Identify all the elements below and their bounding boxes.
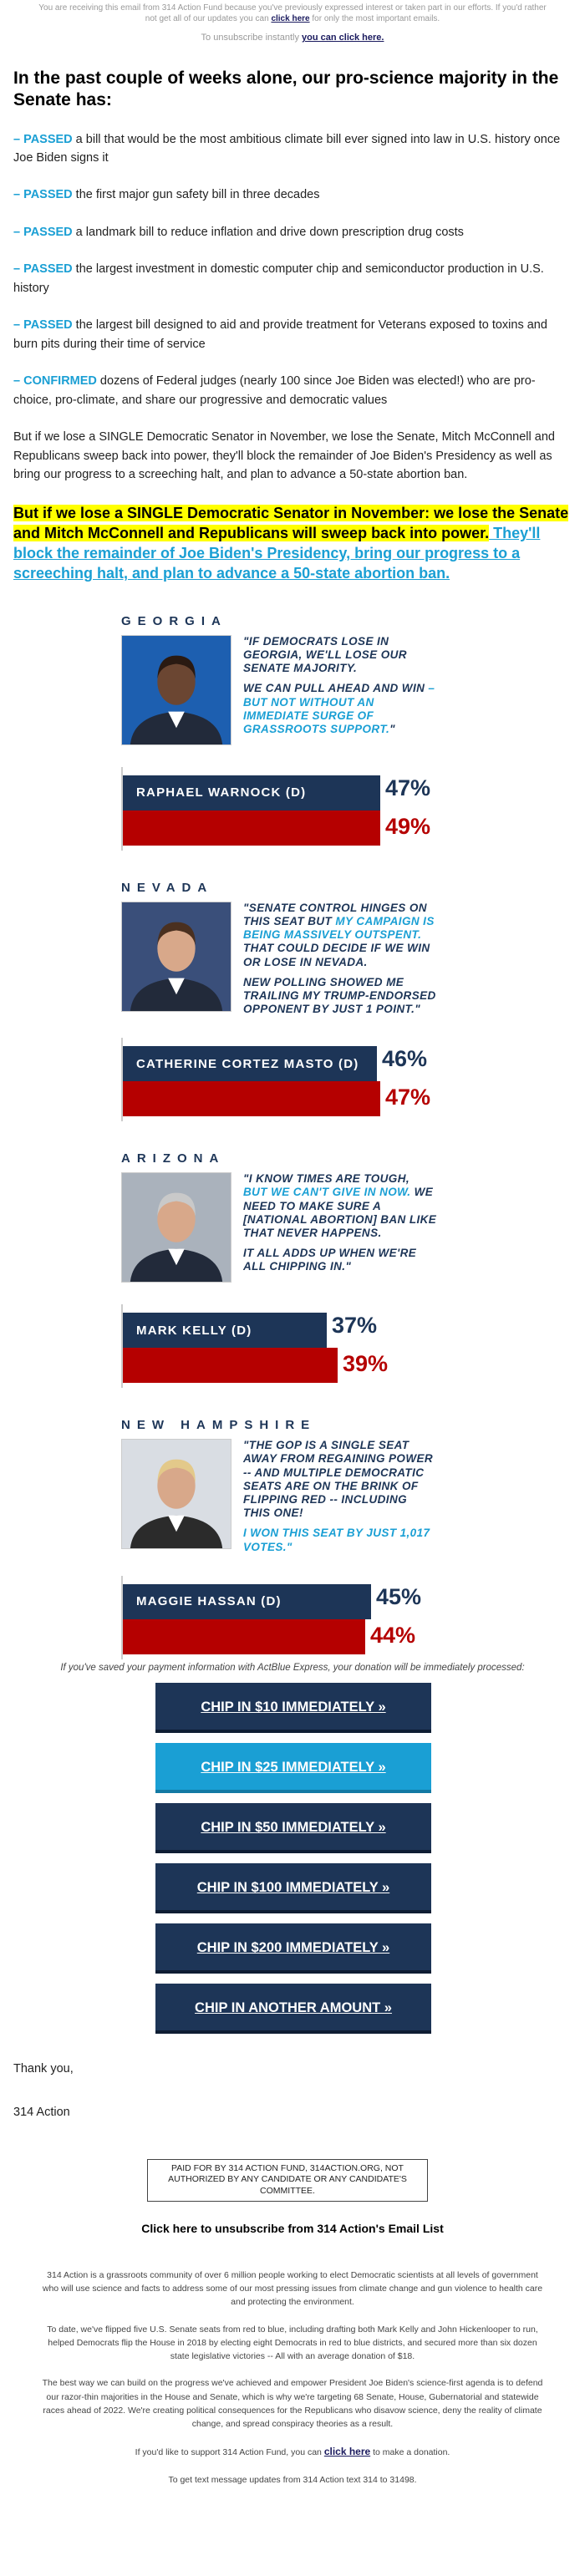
achievement-item [13,372,572,409]
achievement-keyword: PASSED [23,225,73,239]
state-name: GEORGIA [121,613,227,628]
achievement-item [13,260,572,297]
chip-in-button[interactable]: CHIP IN $10 IMMEDIATELY » [155,1683,431,1733]
candidate-name: MARK KELLY (D) [136,1323,252,1338]
state-name: ARIZONA [121,1151,226,1166]
quote-text: " [389,722,395,735]
quote-paragraph [243,682,437,736]
callout [13,503,572,584]
candidate-portrait-icon [122,1440,231,1548]
unsubscribe-top-link[interactable]: you can click here. [302,33,384,43]
republican-bar [123,1348,338,1383]
quote-text: "I KNOW TIMES ARE TOUGH, [243,1172,410,1186]
republican-percent: 47% [385,1085,431,1110]
quote-paragraph [243,1172,437,1240]
candidate-quote [243,1172,437,1283]
quote-paragraph [243,1247,437,1273]
state-name: NEVADA [121,880,214,895]
candidate-name: RAPHAEL WARNOCK (D) [136,785,307,800]
republican-bar [123,1619,365,1654]
quote-paragraph [243,1527,437,1553]
closing-signature: 314 Action [13,2105,70,2119]
candidate-quote [243,902,437,1017]
achievement-keyword: PASSED [23,188,73,202]
quote-text: NEW POLLING SHOWED ME TRAILING MY TRUMP-ENDORSED OPPONENT BY JUST 1 POINT." [243,975,436,1016]
achievement-dash: – [13,318,24,333]
candidate-row [121,1439,437,1554]
achievement-text: a bill that would be the most ambitious climate bill ever signed into law in U.S. history once Joe Biden signs it [13,132,561,165]
preheader [0,0,585,24]
achievement-keyword: PASSED [23,132,73,146]
quote-text: WE NEED TO MAKE SURE A [NATIONAL ABORTION] BAN LIKE THAT NEVER HAPPENS. [243,1186,437,1240]
achievement-keyword: PASSED [23,318,73,333]
quote-emphasis: BUT WE CAN'T GIVE IN NOW. [243,1186,411,1199]
quote-text: WE CAN PULL AHEAD AND WIN [243,682,429,695]
candidate-portrait-icon [122,1173,231,1282]
democrat-percent: 45% [376,1583,422,1609]
footer-donate-before: If you'd like to support 314 Action Fund, you can [135,2447,322,2458]
preheader-click-here-link[interactable]: click here [271,13,310,23]
candidate-row [121,902,437,1017]
race-arizona [121,1151,437,1388]
republican-percent: 39% [343,1351,389,1377]
quote-paragraph [243,635,437,676]
chip-in-button[interactable]: CHIP IN $200 IMMEDIATELY » [155,1923,431,1974]
achievement-list [13,130,572,410]
achievement-dash: – [13,132,24,146]
democrat-percent: 37% [332,1313,378,1339]
candidate-quote [243,1439,437,1554]
candidate-quote [243,635,437,745]
footer-about: 314 Action is a grassroots community of over 6 million people working to elect Democratic scientists at all levels of government who will use science and facts to address some of our most pressing issues from climate change and gun violence to health care and protecting the environment. [42,2269,543,2308]
paid-for-disclaimer: PAID FOR BY 314 ACTION FUND, 314ACTION.ORG, NOT AUTHORIZED BY ANY CANDIDATE OR ANY CANDIDATE'S COMMITTEE. [147,2159,428,2202]
footer-donate-after: to make a donation. [373,2447,450,2458]
poll-result [121,1038,437,1121]
achievement-item [13,316,572,353]
candidate-photo [121,1439,231,1549]
footer-record: To date, we've flipped five U.S. Senate seats from red to blue, including drafting both Mark Kelly and John Hickenlooper to run, helped Democrats flip the House in 2018 by electing eight Democrats in red to blue districts, and secured more than six dozen state legislative victories -- All with an average donation of $18. [47,2324,538,2362]
candidate-name: CATHERINE CORTEZ MASTO (D) [136,1056,359,1071]
achievement-item [13,223,572,241]
candidate-portrait-icon [122,636,231,744]
candidate-photo [121,1172,231,1283]
democrat-bar [123,775,380,810]
quote-text: "THE GOP IS A SINGLE SEAT AWAY FROM REGAINING POWER -- AND MULTIPLE DEMOCRATIC SEATS ARE ON THE BRINK OF FLIPPING RED -- INCLUDING THIS ONE! [243,1439,434,1520]
achievement-text: a landmark bill to reduce inflation and drive down prescription drug costs [72,225,464,239]
quote-paragraph [243,976,437,1017]
achievement-dash: – [13,374,24,389]
race-new-hampshire [121,1418,437,1659]
donation-buttons [0,1683,585,2034]
democrat-percent: 46% [382,1046,428,1072]
senate-races [0,614,585,1659]
race-nevada [121,881,437,1122]
preheader-text: You are receiving this email from 314 Action Fund because you've previously expressed interest or taken part in our efforts. If you'd rather not get all of our updates you can [38,3,547,23]
poll-result [121,1576,437,1659]
body-paragraph: But if we lose a SINGLE Democratic Senator in November, we lose the Senate, Mitch McConnell and Republicans sweep back into power, they'll block the remainder of Joe Biden's Presidency as well as bring our progress to a screeching halt, and plan to advance a 50-state abortion ban. [13,430,555,482]
closing-thanks: Thank you, [13,2061,74,2076]
quote-emphasis: I WON THIS SEAT BY JUST 1,017 VOTES." [243,1527,430,1553]
democrat-bar [123,1046,377,1081]
republican-bar [123,1081,380,1116]
candidate-photo [121,635,231,745]
state-name: NEW HAMPSHIRE [121,1418,317,1433]
actblue-note: If you've saved your payment information with ActBlue Express, your donation will be immediately processed: [60,1662,525,1673]
democrat-bar [123,1313,327,1348]
main-content [0,68,585,584]
unsubscribe-bottom-link[interactable]: Click here to unsubscribe from 314 Action's Email List [141,2221,444,2235]
race-georgia [121,614,437,851]
democrat-percent: 47% [385,775,431,800]
poll-result [121,767,437,851]
footer-donate-link[interactable]: click here [323,2446,371,2458]
achievement-dash: – [13,225,24,239]
chip-in-button[interactable]: CHIP IN $50 IMMEDIATELY » [155,1803,431,1853]
achievement-dash: – [13,262,24,277]
democrat-bar [123,1584,371,1619]
unsubscribe-top-text: To unsubscribe instantly [201,33,299,43]
achievement-keyword: CONFIRMED [23,374,97,389]
achievement-dash: – [13,188,24,202]
poll-result [121,1304,437,1388]
callout-link[interactable]: They'll block the remainder of Joe Biden's Presidency, bring our progress to a screeching halt, and plan to advance a 50-state abortion ban. [13,524,541,582]
footer-strategy: The best way we can build on the progress we've achieved and empower President Joe Biden's science-first agenda is to defend our razor-thin majorities in the House and Senate, which is why we're targeting 68 Senate, House, Gubernatorial and statewide races ahead of 2022. We're creating political consequences for the Republicans who disavow science, deny the reality of climate change, and spread conspiracy theories as a result. [42,2378,543,2430]
candidate-name: MAGGIE HASSAN (D) [136,1594,282,1609]
quote-text: THAT COULD DECIDE IF WE WIN OR LOSE IN NEVADA. [243,942,430,968]
republican-percent: 44% [370,1622,416,1648]
footer-donate [0,2444,585,2460]
chip-in-button[interactable]: CHIP IN $100 IMMEDIATELY » [155,1863,431,1913]
chip-in-button[interactable]: CHIP IN ANOTHER AMOUNT » [155,1984,431,2034]
candidate-row [121,635,437,745]
achievement-text: the first major gun safety bill in three decades [72,188,320,202]
headline: In the past couple of weeks alone, our pro-science majority in the Senate has: [13,69,559,110]
preheader-after: for only the most important emails. [312,13,440,23]
achievement-item [13,185,572,204]
quote-text: IT ALL ADDS UP WHEN WE'RE ALL CHIPPING IN." [243,1247,417,1273]
chip-in-button[interactable]: CHIP IN $25 IMMEDIATELY » [155,1743,431,1793]
quote-text: "SENATE CONTROL HINGES ON THIS SEAT BUT [243,901,427,927]
callout-highlight: But if we lose a SINGLE Democratic Senator in November: we lose the Senate and Mitch McConnell and Republicans will sweep back into power. [13,504,569,541]
achievement-text: dozens of Federal judges (nearly 100 since Joe Biden was elected!) who are pro-choice, pro-climate, and share our progressive and democratic values [13,374,536,407]
achievement-text: the largest investment in domestic computer chip and semiconductor production in U.S. history [13,262,544,295]
unsubscribe-top [0,33,585,43]
quote-paragraph [243,1439,437,1520]
republican-bar [123,810,380,846]
candidate-row [121,1172,437,1283]
candidate-photo [121,902,231,1012]
quote-text: "IF DEMOCRATS LOSE IN GEORGIA, WE'LL LOSE OUR SENATE MAJORITY. [243,634,407,675]
candidate-portrait-icon [122,902,231,1011]
achievement-item [13,130,572,168]
footer-sms: To get text message updates from 314 Action text 314 to 31498. [168,2474,417,2485]
republican-percent: 49% [385,813,431,839]
quote-emphasis: – BUT NOT WITHOUT AN IMMEDIATE SURGE OF GRASSROOTS SUPPORT. [243,682,435,735]
quote-paragraph [243,902,437,969]
quote-emphasis: MY CAMPAIGN IS BEING MASSIVELY OUTSPENT. [243,914,435,942]
achievement-text: the largest bill designed to aid and provide treatment for Veterans exposed to toxins and burn pits during their time of service [13,318,547,351]
achievement-keyword: PASSED [23,262,73,277]
